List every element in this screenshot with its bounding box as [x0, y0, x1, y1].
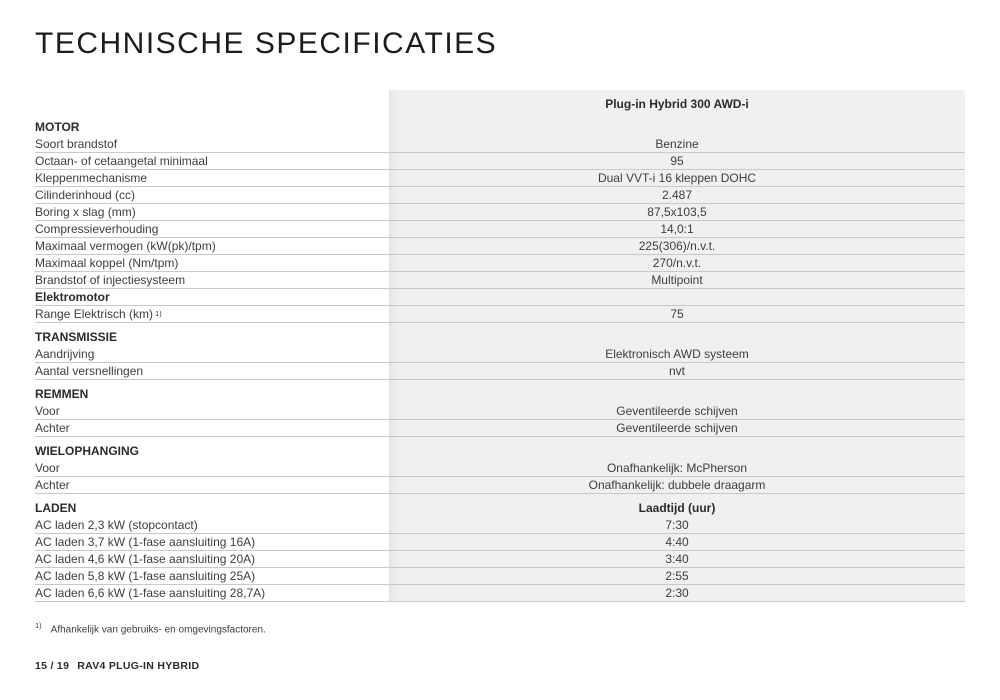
row-label: Aantal versnellingen: [35, 363, 389, 379]
row-label: Elektromotor: [35, 289, 389, 305]
row-label: MOTOR: [35, 118, 389, 136]
row-value: Onafhankelijk: McPherson: [389, 460, 965, 476]
row-value: [389, 118, 965, 136]
table-row: [35, 420, 965, 437]
row-label: Achter: [35, 477, 389, 493]
footnote: [35, 621, 266, 635]
column-header-label: Plug-in Hybrid 300 AWD-i: [605, 97, 749, 111]
row-label: Kleppenmechanisme: [35, 170, 389, 186]
footnote-text: Afhankelijk van gebruiks- en omgevingsfactoren.: [50, 624, 266, 636]
table-row: [35, 289, 965, 306]
row-label: Octaan- of cetaangetal minimaal: [35, 153, 389, 169]
table-row: [35, 221, 965, 238]
row-label: Voor: [35, 460, 389, 476]
spec-table: [35, 90, 965, 602]
table-row: [35, 477, 965, 494]
table-row: [35, 346, 965, 363]
row-label: REMMEN: [35, 380, 389, 403]
row-value: [389, 380, 965, 403]
row-value: 7:30: [389, 517, 965, 533]
page-number: 15 / 19: [35, 660, 70, 672]
table-row: [35, 306, 965, 323]
page-footer: [35, 660, 199, 672]
row-label: Maximaal koppel (Nm/tpm): [35, 255, 389, 271]
row-label: TRANSMISSIE: [35, 323, 389, 346]
row-value: [389, 323, 965, 346]
page-title: TECHNISCHE SPECIFICATIES: [35, 27, 498, 60]
table-row: [35, 460, 965, 477]
row-label: Maximaal vermogen (kW(pk)/tpm): [35, 238, 389, 254]
table-rows: [35, 118, 965, 602]
row-label: Soort brandstof: [35, 136, 389, 152]
row-value: 87,5x103,5: [389, 204, 965, 220]
row-label: Cilinderinhoud (cc): [35, 187, 389, 203]
footnote-marker: 1): [35, 621, 42, 630]
row-value: nvt: [389, 363, 965, 379]
table-row: [35, 118, 965, 136]
row-value: [389, 437, 965, 460]
row-label: AC laden 4,6 kW (1-fase aansluiting 20A): [35, 551, 389, 567]
header-label-cell: [35, 90, 389, 118]
table-row: [35, 568, 965, 585]
row-label: Boring x slag (mm): [35, 204, 389, 220]
row-value: Benzine: [389, 136, 965, 152]
row-value: 2.487: [389, 187, 965, 203]
row-value: 270/n.v.t.: [389, 255, 965, 271]
row-label: AC laden 5,8 kW (1-fase aansluiting 25A): [35, 568, 389, 584]
row-value: 14,0:1: [389, 221, 965, 237]
table-row: [35, 136, 965, 153]
row-label: Aandrijving: [35, 346, 389, 362]
row-label: Brandstof of injectiesysteem: [35, 272, 389, 288]
table-row: [35, 255, 965, 272]
table-row: [35, 585, 965, 602]
row-value: 225(306)/n.v.t.: [389, 238, 965, 254]
table-row: [35, 272, 965, 289]
footer-doc-label: RAV4 PLUG-IN HYBRID: [77, 660, 200, 672]
row-value: Geventileerde schijven: [389, 420, 965, 436]
row-value: Elektronisch AWD systeem: [389, 346, 965, 362]
table-row: [35, 534, 965, 551]
table-row: [35, 238, 965, 255]
table-row: [35, 170, 965, 187]
row-value: 75: [389, 306, 965, 322]
row-label: AC laden 6,6 kW (1-fase aansluiting 28,7A): [35, 585, 389, 601]
table-row: [35, 380, 965, 403]
table-row: [35, 323, 965, 346]
row-label: Voor: [35, 403, 389, 419]
row-value: 95: [389, 153, 965, 169]
table-row: [35, 187, 965, 204]
table-row: [35, 153, 965, 170]
row-value: Dual VVT-i 16 kleppen DOHC: [389, 170, 965, 186]
row-label: WIELOPHANGING: [35, 437, 389, 460]
row-value: Multipoint: [389, 272, 965, 288]
row-label: Achter: [35, 420, 389, 436]
table-header-row: [35, 90, 965, 118]
table-row: [35, 494, 965, 517]
table-row: [35, 517, 965, 534]
column-header-cell: [389, 90, 965, 118]
row-value: [389, 289, 965, 305]
row-label: AC laden 2,3 kW (stopcontact): [35, 517, 389, 533]
row-value: Geventileerde schijven: [389, 403, 965, 419]
table-row: [35, 403, 965, 420]
row-value: 3:40: [389, 551, 965, 567]
table-row: [35, 437, 965, 460]
table-row: [35, 551, 965, 568]
row-value: 2:55: [389, 568, 965, 584]
row-value: 2:30: [389, 585, 965, 601]
row-label: Compressieverhouding: [35, 221, 389, 237]
row-value: Laadtijd (uur): [389, 494, 965, 517]
table-row: [35, 204, 965, 221]
row-value: 4:40: [389, 534, 965, 550]
row-label: LADEN: [35, 494, 389, 517]
row-label: Range Elektrisch (km) 1): [35, 306, 389, 322]
row-label: AC laden 3,7 kW (1-fase aansluiting 16A): [35, 534, 389, 550]
table-row: [35, 363, 965, 380]
row-value: Onafhankelijk: dubbele draagarm: [389, 477, 965, 493]
